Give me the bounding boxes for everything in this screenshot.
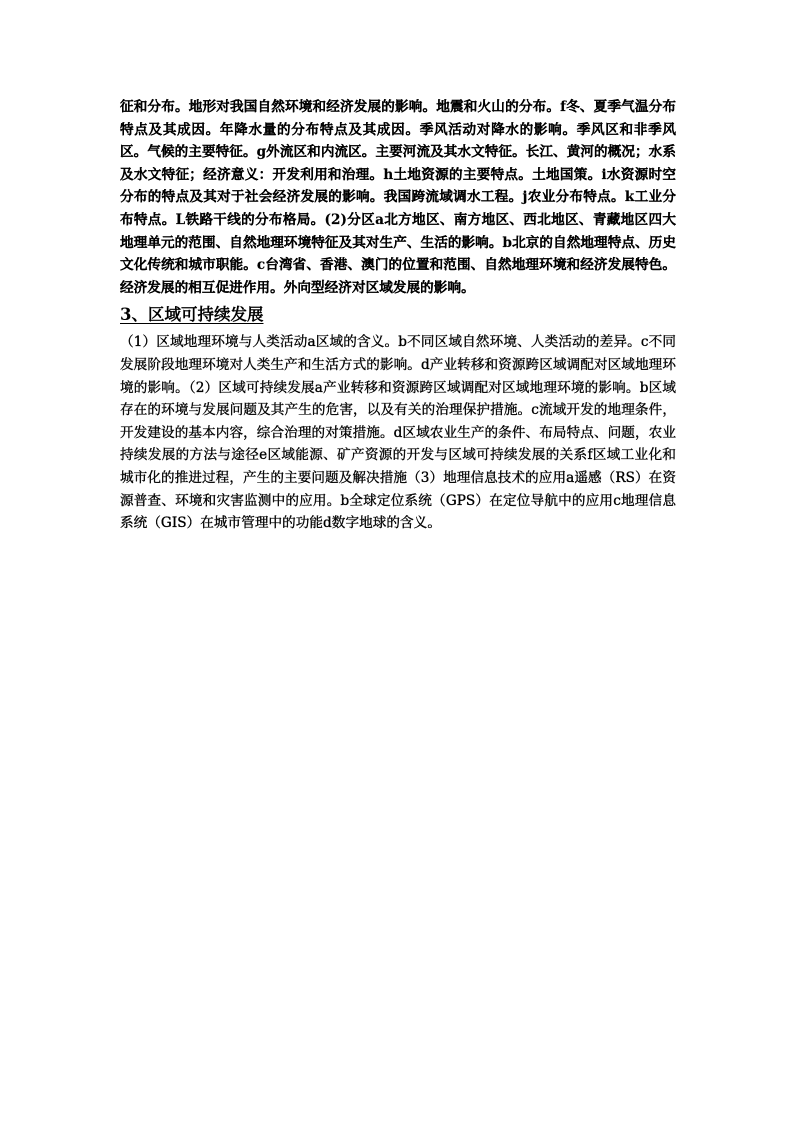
paragraph-regional-geography: 征和分布。地形对我国自然环境和经济发展的影响。地震和火山的分布。f冬、夏季气温分布特点及其成因。年降水量的分布特点及其成因。季风活动对降水的影响。季风区和非季风区。气候的主要特征。g外流区和内流区。主要河流及其水文特征。长江、黄河的概况；水系及水文特征；经济意义：开发利用和治理。h土地资源的主要特点。土地国策。i水资源时空分布的特点及其对于社会经济发展的影响。我国跨流域调水工程。j农业分布特点。k工业分布特点。L铁路干线的分布格局。(2)分区a北方地区、南方地区、西北地区、青藏地区四大地理单元的范围、自然地理环境特征及其对生产、生活的影响。b北京的自然地理特点、历史文化传统和城市职能。c台湾省、香港、澳门的位置和范围、自然地理环境和经济发展特色。经济发展的相互促进作用。外向型经济对区域发展的影响。 <box>120 99 676 296</box>
paragraph-sustainable-development: （1）区域地理环境与人类活动a区域的含义。b不同区域自然环境、人类活动的差异。c不同发展阶段地理环境对人类生产和生活方式的影响。d产业转移和资源跨区域调配对区域地理环境的影响。（2）区域可持续发展a产业转移和资源跨区域调配对区域地理环境的影响。b区域存在的环境与发展问题及其产生的危害，以及有关的治理保护措施。c流域开发的地理条件，开发建设的基本内容，综合治理的对策措施。d区域农业生产的条件、布局特点、问题，农业持续发展的方法与途径e区域能源、矿产资源的开发与区域可持续发展的关系f区域工业化和城市化的推进过程，产生的主要问题及解决措施（3）地理信息技术的应用a遥感（RS）在资源普查、环境和灾害监测中的应用。b全球定位系统（GPS）在定位导航中的应用c地理信息系统（GIS）在城市管理中的功能d数字地球的含义。 <box>120 334 676 532</box>
document-page <box>120 96 676 535</box>
section-heading: 3、区域可持续发展 <box>120 305 264 325</box>
